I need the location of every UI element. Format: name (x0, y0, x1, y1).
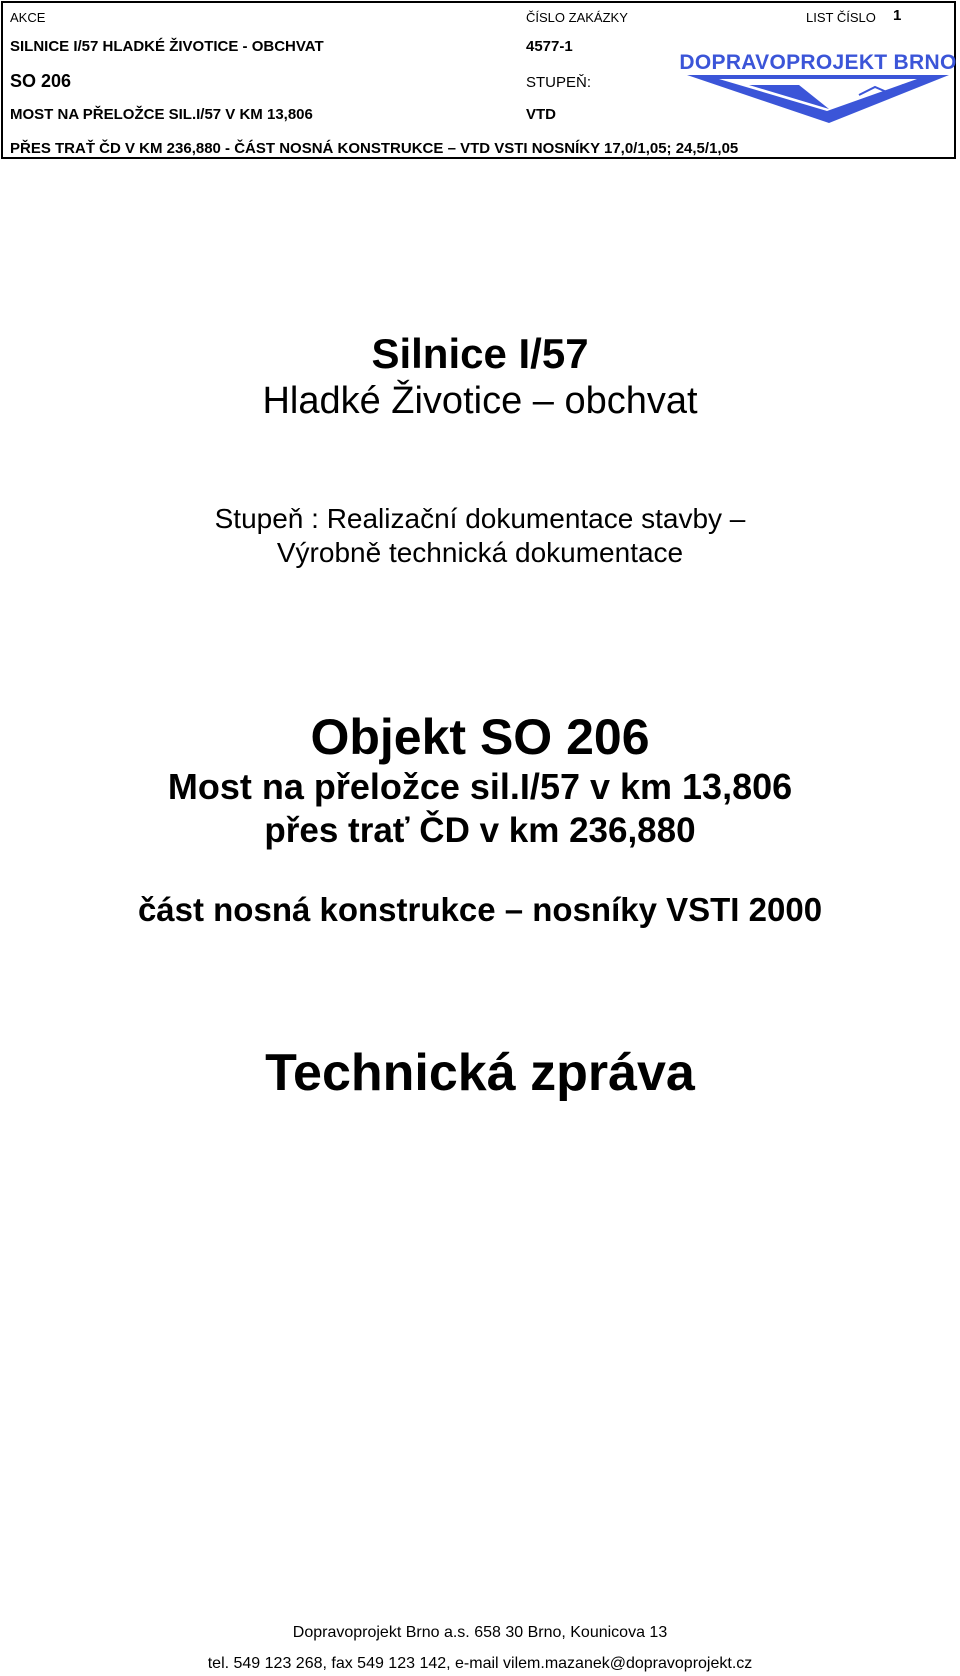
footer-address: Dopravoprojekt Brno a.s. 658 30 Brno, Kounicova 13 (292, 1624, 668, 1641)
object-description-1: Most na přeložce sil.I/57 v km 13,806 (167, 766, 793, 807)
akce-name: SILNICE I/57 HLADKÉ ŽIVOTICE - OBCHVAT (10, 38, 324, 55)
title-block (1, 1, 956, 159)
part-title: část nosná konstrukce – nosníky VSTI 2000 (137, 891, 823, 928)
object-title: Objekt SO 206 (310, 709, 650, 765)
footer-contact: tel. 549 123 268, fax 549 123 142, e-mail vilem.mazanek@dopravoprojekt.cz (207, 1655, 753, 1672)
stage-line-1: Stupeň : Realizační dokumentace stavby – (214, 503, 746, 534)
report-title: Technická zpráva (265, 1044, 695, 1102)
stupen-label: STUPEŇ: (526, 74, 592, 91)
main-subtitle: Hladké Životice – obchvat (262, 380, 698, 422)
object-code: SO 206 (10, 71, 72, 91)
akce-label: AKCE (10, 10, 46, 25)
stupen-value: VTD (526, 106, 556, 123)
list-cislo-label: LIST ČÍSLO (806, 10, 876, 25)
object-detail: PŘES TRAŤ ČD V KM 236,880 - ČÁST NOSNÁ KONSTRUKCE – VTD VSTI NOSNÍKY 17,0/1,05; 24,5/1,05 (10, 140, 739, 157)
zakazka-value: 4577-1 (526, 38, 573, 55)
stage-line-2: Výrobně technická dokumentace (276, 537, 684, 568)
list-cislo-value: 1 (893, 7, 902, 24)
cislo-zakazky-label: ČÍSLO ZAKÁZKY (526, 10, 628, 25)
company-logo (679, 51, 957, 137)
logo-text: DOPRAVOPROJEKT BRNO (679, 51, 957, 74)
logo-chevron-icon (679, 51, 957, 137)
object-name: MOST NA PŘELOŽCE SIL.I/57 V KM 13,806 (10, 106, 313, 123)
object-description-2: přes trať ČD v km 236,880 (264, 811, 696, 850)
main-title: Silnice I/57 (371, 330, 589, 377)
